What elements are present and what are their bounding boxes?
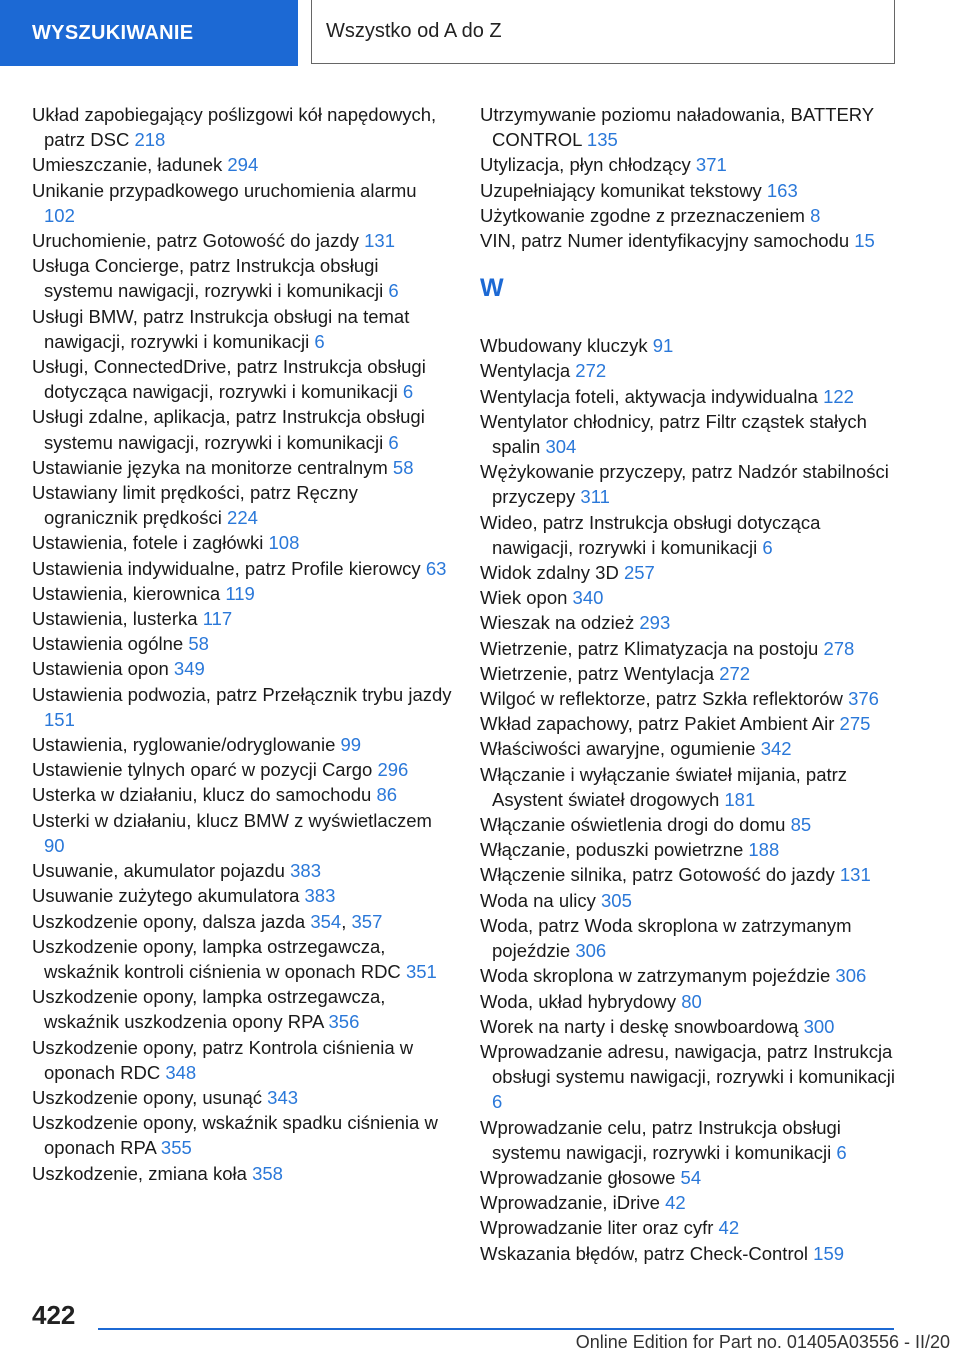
index-entry-text: Widok zdalny 3D [480,562,624,584]
tab-search[interactable]: WYSZUKIWANIE [0,0,298,66]
index-entry-text: Uruchomienie, patrz Gotowość do jazdy [32,230,365,252]
page-ref-link[interactable]: 304 [545,436,577,458]
index-entry [480,711,900,736]
index-entry-text: Włączenie silnika, patrz Gotowość do jazdy [480,864,840,886]
index-entry [480,1241,900,1266]
page-ref-link[interactable]: 358 [252,1162,283,1184]
index-entry-text: Woda, układ hybrydowy [480,990,682,1012]
index-entry-text: Wideo, patrz Instrukcja obsługi dotycząca nawigacji, rozrywki i komunikacji [480,511,821,558]
index-entry-text: Użytkowanie zgodne z przeznaczeniem [480,204,811,226]
page-ref-link[interactable]: 63 [425,557,447,579]
index-entry [480,1165,900,1190]
index-entry [480,762,900,812]
index-entry-text: Ustawienia, fotele i zagłówki [32,532,269,554]
page-ref-link[interactable]: 91 [652,335,674,357]
index-entry-text: Układ zapobiegający poślizgowi kół napędowych, patrz DSC [32,104,437,151]
index-entry-text: Wskazania błędów, patrz Check-Control [480,1242,814,1264]
page-ref-link[interactable]: 257 [623,562,655,584]
index-entry [480,102,900,152]
page-ref-link[interactable]: 86 [376,784,398,806]
page-ref-link[interactable]: 371 [695,154,727,176]
index-entry [32,404,452,454]
index-entry [32,782,452,807]
index-entry [480,989,900,1014]
page-ref-link[interactable]: 159 [813,1242,845,1264]
index-entry [480,203,900,228]
index-entry [480,333,900,358]
index-entry-text: Wietrzenie, patrz Wentylacja [480,662,720,684]
page-ref-link[interactable]: 305 [601,889,632,911]
page-ref-link[interactable]: 15 [854,230,875,252]
page-ref-link[interactable]: 356 [328,1011,360,1033]
index-entry [32,556,452,581]
index-entry [480,888,900,913]
index-entry-text: Usuwanie, akumulator pojazdu [32,860,291,882]
index-column-left [32,102,452,1186]
index-entry [32,883,452,908]
index-entry [480,636,900,661]
page-ref-link[interactable]: 122 [823,385,854,407]
index-entry [480,963,900,988]
index-entry-text: Wprowadzanie adresu, nawigacja, patrz Instrukcja obsługi systemu nawigacji, rozrywki i komunikacji [480,1040,896,1088]
page-ref-link[interactable]: 54 [680,1166,702,1188]
index-entry-text: Ustawienia, kierownica [32,582,226,604]
page-ref-link[interactable]: 342 [760,738,792,760]
page-ref-link[interactable]: 6 [762,536,773,558]
index-entry-text: Woda skroplona w zatrzymanym pojeździe [480,965,836,987]
page-ref-link[interactable]: 6 [314,330,325,352]
index-entry-text: Włączanie oświetlenia drogi do domu [480,814,791,836]
page-ref-link[interactable]: 355 [160,1137,192,1159]
page-ref-link[interactable]: 6 [836,1141,847,1163]
index-entry-text: Wilgoć w reflektorze, patrz Szkła reflektorów [480,688,849,710]
index-entry-text: Worek na narty i deskę snowboardową [480,1015,804,1037]
section-letter-heading: W [480,274,504,303]
page-ref-link[interactable]: 340 [572,587,604,609]
index-entry-text: Uszkodzenie opony, lampka ostrzegawcza, wskaźnik kontroli ciśnienia w oponach RDC [32,935,406,982]
index-entry [480,1115,900,1165]
index-entry [480,1190,900,1215]
index-entry-text: Utrzymywanie poziomu naładowania, BATTERY CONTROL [480,104,874,151]
page-ref-link[interactable]: 218 [134,129,166,151]
index-entry [32,581,452,606]
index-entry [32,808,452,858]
index-entry [480,661,900,686]
index-entry-text: Utylizacja, płyn chłodzący [480,154,696,176]
index-entry-text: Wprowadzanie liter oraz cyfr [480,1217,719,1239]
index-entry-text: Ustawienia indywidualne, patrz Profile kierowcy [32,557,426,579]
page-ref-link[interactable]: 6 [402,381,414,403]
index-entry [480,610,900,635]
page-ref-link[interactable]: 272 [575,360,607,382]
index-entry-text: Ustawienia podwozia, patrz Przełącznik trybu jazdy [32,683,452,705]
index-column-right [480,102,900,1266]
page-ref-link[interactable]: 343 [267,1086,299,1108]
index-entry [32,682,452,732]
page-ref-link[interactable]: 383 [304,885,336,907]
index-entry-text: Uszkodzenie, zmiana koła [32,1162,253,1184]
index-entry-text: Ustawienia ogólne [32,633,189,655]
index-entry-text: Wężykowanie przyczepy, patrz Nadzór stabilności przyczepy [480,461,889,508]
index-entry [480,459,900,509]
index-entry-text: Właściwości awaryjne, ogumienie [480,738,761,760]
index-entry-text: Wiek opon [480,587,573,609]
index-entry [480,812,900,837]
page-ref-link[interactable]: 42 [718,1217,740,1239]
index-entry-text: Uszkodzenie opony, dalsza jazda [32,910,311,932]
index-entry [32,480,452,530]
page-ref-link[interactable]: 85 [790,814,812,836]
page-ref-link[interactable]: 108 [268,532,300,554]
index-entry [32,631,452,656]
index-entry-text: Ustawienia, lusterka [32,608,203,630]
index-entry-text: Uszkodzenie opony, lampka ostrzegawcza, wskaźnik uszkodzenia opony RPA [32,986,386,1033]
index-entry-text: Wieszak na odzież [480,612,640,634]
page-ref-link[interactable]: 348 [165,1061,197,1083]
index-entry: Uszkodzenie opony, dalsza jazda 354, 357 [32,910,383,932]
page-ref-link[interactable]: 354 [310,910,342,932]
page-ref-link[interactable]: 293 [639,612,671,634]
page-ref-link[interactable]: 278 [823,637,855,659]
page-ref-link[interactable]: 119 [225,582,255,604]
page-ref-link[interactable]: 6 [492,1091,503,1113]
index-entry-text: Usługi BMW, patrz Instrukcja obsługi na temat nawigacji, rozrywki i komunikacji [32,305,410,352]
index-entry [32,606,452,631]
index-entry-text: Ustawienia, ryglowanie/odryglowanie [32,734,341,756]
page-ref-link[interactable]: 349 [173,658,205,680]
index-entry [480,862,900,887]
page-ref-link[interactable]: 275 [839,713,871,735]
page-ref-link[interactable]: 151 [44,708,75,730]
page-ref-link[interactable]: 58 [392,456,414,478]
index-entry-text: Wbudowany kluczyk [480,335,653,357]
index-entry [32,354,452,404]
index-entry [480,228,900,253]
page-ref-link[interactable]: 383 [290,860,321,882]
index-entry [480,152,900,177]
index-entry [32,656,452,681]
footer-edition [576,1332,960,1353]
index-entry [480,1215,900,1240]
index-entry-text: Wentylacja [480,360,576,382]
index-entry-text: Wentylacja foteli, aktywacja indywidualna [480,385,824,407]
index-entry [32,858,452,883]
index-entry-text: Usterka w działaniu, klucz do samochodu [32,784,377,806]
page-header [0,0,960,66]
page-ref-link[interactable]: 181 [724,788,756,810]
page-ref-link[interactable]: 306 [575,940,607,962]
page-ref-link[interactable]: 131 [364,230,395,252]
index-entry [480,358,900,383]
index-entry [480,510,900,560]
index-entry-text: Usługa Concierge, patrz Instrukcja obsługi systemu nawigacji, rozrywki i komunikacji [32,255,389,302]
page-ref-link[interactable]: 131 [839,864,871,886]
page-ref-link[interactable]: 300 [803,1015,835,1037]
index-entry [32,455,452,480]
index-entry [32,934,452,984]
index-entry [32,178,452,228]
index-entry [32,1161,452,1186]
index-entry [480,1014,900,1039]
page-number: 422 [32,1300,76,1330]
page-ref-link[interactable]: 135 [586,129,618,151]
page-ref-link[interactable]: 58 [188,633,209,655]
edition-text: Online Edition for Part no. 01405A03556 - II/20 [575,1332,950,1352]
tab-all-a-to-z[interactable]: Wszystko od A do Z [311,0,895,64]
index-entry [480,1039,900,1115]
index-entry [32,152,452,177]
page-ref-link[interactable]: 42 [665,1192,686,1214]
page-ref-link[interactable]: 306 [835,965,867,987]
index-entry [32,1035,452,1085]
page-ref-link[interactable]: 80 [681,990,702,1012]
index-entry-text: Włączanie, poduszki powietrzne [480,839,749,861]
index-entry [480,736,900,761]
page-ref-link[interactable]: 296 [377,759,409,781]
index-entry [32,102,452,152]
page-ref-link[interactable]: 163 [766,179,798,201]
page-ref-link[interactable]: 376 [848,688,879,710]
index-entry-text: Uszkodzenie opony, usunąć [32,1086,268,1108]
page-ref-link[interactable]: 351 [405,960,437,982]
page-ref-link[interactable]: 99 [340,734,362,756]
index-entry-text: Usługi zdalne, aplikacja, patrz Instrukcja obsługi systemu nawigacji, rozrywki i komunikacji [32,406,425,453]
index-entry-text: Woda, patrz Woda skroplona w zatrzymanym pojeździe [480,914,852,962]
index-entry-text: Usterki w działaniu, klucz BMW z wyświetlaczem [32,809,432,831]
index-entry-text: Wprowadzanie, iDrive [480,1192,666,1214]
page-ref-link[interactable]: 8 [810,204,821,226]
page-ref-link[interactable]: 90 [44,834,65,856]
index-entry-text: Włączanie i wyłączanie świateł mijania, patrz Asystent świateł drogowych [480,763,848,810]
index-entry-text: Usługi, ConnectedDrive, patrz Instrukcja obsługi dotycząca nawigacji, rozrywki i komunikacji [32,356,426,403]
page-ref-link[interactable]: 117 [202,608,233,630]
footer-divider [98,1328,894,1330]
index-entry-text: Wietrzenie, patrz Klimatyzacja na postoju [480,637,824,659]
index-entry [480,837,900,862]
index-entry-text: Woda na ulicy [480,889,601,911]
index-entry [480,560,900,585]
index-entry-text: Unikanie przypadkowego uruchomienia alarmu [32,179,417,201]
index-entry-text: Wprowadzanie celu, patrz Instrukcja obsługi systemu nawigacji, rozrywki i komunikacji [480,1116,841,1163]
index-entry-text: Uszkodzenie opony, wskaźnik spadku ciśnienia w oponach RPA [32,1112,438,1159]
index-entry [480,686,900,711]
page-ref-link[interactable]: 188 [748,839,780,861]
index-entry-text: Usuwanie zużytego akumulatora [32,885,305,907]
index-entry-text: Ustawianie języka na monitorze centralnym [32,456,393,478]
index-entry-text: Wentylator chłodnicy, patrz Filtr cząstek stałych spalin [480,410,867,458]
index-entry [480,585,900,610]
page-ref-link[interactable]: 294 [227,154,259,176]
index-entry-text: Ustawienie tylnych oparć w pozycji Cargo [32,759,378,781]
index-entry [480,913,900,963]
index-entry-text: Ustawienia opon [32,658,174,680]
index-entry [32,1110,452,1160]
index-entry-text: Umieszczanie, ładunek [32,154,228,176]
index-entry-text: Uszkodzenie opony, patrz Kontrola ciśnienia w oponach RDC [32,1036,414,1083]
index-entry-text: Wkład zapachowy, patrz Pakiet Ambient Air [480,713,840,735]
index-entry [480,384,900,409]
page-ref-link[interactable]: 311 [580,486,610,508]
page-ref-link[interactable]: 272 [719,662,751,684]
index-entry-text: Wprowadzanie głosowe [480,1166,681,1188]
index-entry [32,757,452,782]
index-entry [32,732,452,757]
index-entry-text: Uzupełniający komunikat tekstowy [480,179,767,201]
index-entry [32,984,452,1034]
index-entry [32,228,452,253]
index-entry [32,1085,452,1110]
page-ref-link[interactable]: 357 [351,910,383,932]
page-ref-link[interactable]: 224 [227,507,258,529]
index-entry [32,304,452,354]
index-entry [32,253,452,303]
index-entry-text: Ustawiany limit prędkości, patrz Ręczny ogranicznik prędkości [32,482,358,529]
page-ref-link[interactable]: 6 [388,431,399,453]
index-entry-text: VIN, patrz Numer identyfikacyjny samochodu [480,230,855,252]
index-entry [480,409,900,459]
page-ref-link[interactable]: 6 [388,280,399,302]
index-entry [480,178,900,203]
page-ref-link[interactable]: 102 [44,204,75,226]
index-entry [32,530,452,555]
